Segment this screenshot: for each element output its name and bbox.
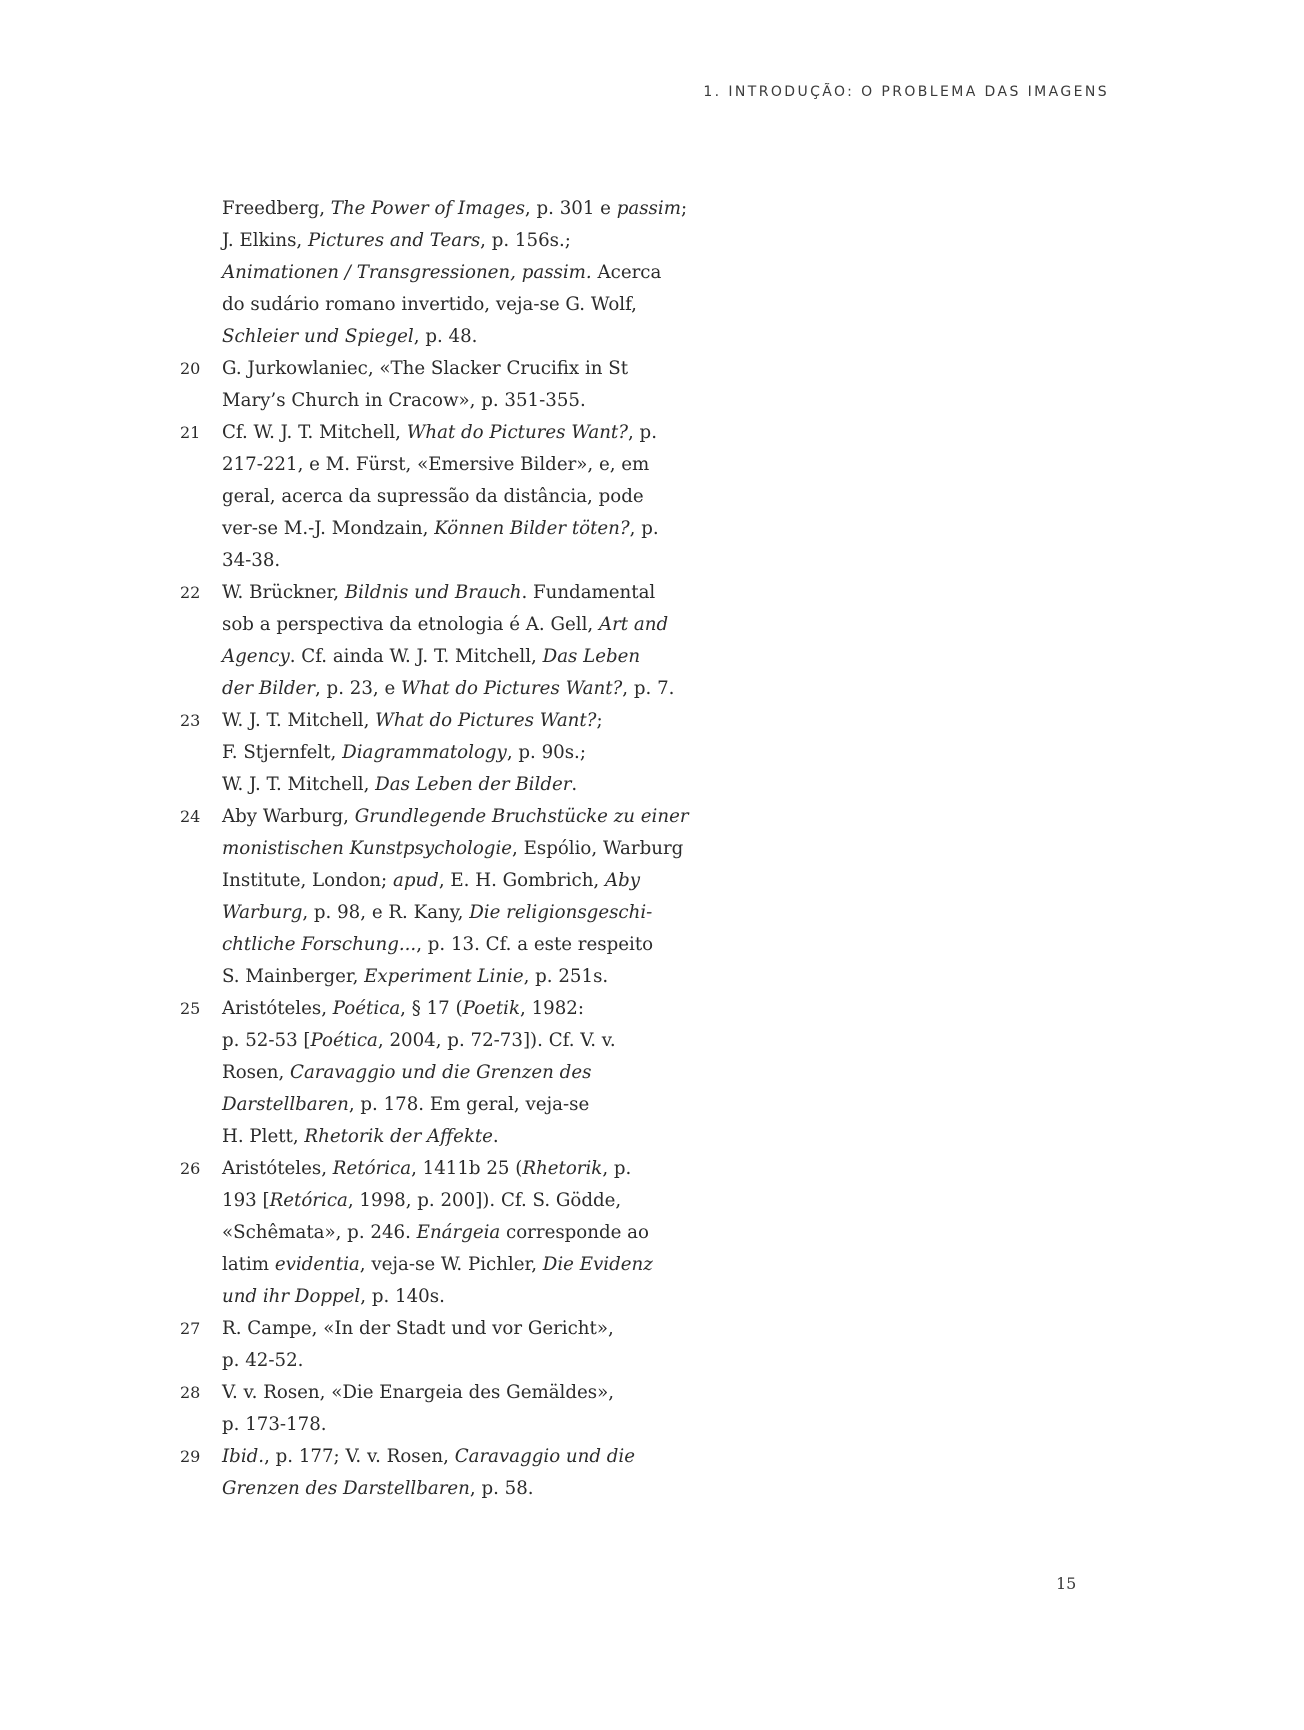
- footnote-line: [222, 353, 640, 385]
- footnote-line: [222, 193, 688, 225]
- footnote: [180, 1377, 640, 1441]
- text-run: .: [492, 1126, 499, 1147]
- text-run: J. Elkins,: [222, 230, 308, 251]
- italic-title: Grundlegende Bruchstücke zu einer: [354, 806, 689, 827]
- italic-title: Grenzen des Darstellbaren: [222, 1478, 470, 1499]
- footnote-line: [222, 385, 640, 417]
- text-run: W. Brückner,: [222, 582, 345, 603]
- footnote-line: [222, 801, 689, 833]
- footnote-line: [222, 1409, 640, 1441]
- footnote-line: [222, 609, 669, 641]
- footnote-line: [222, 1345, 640, 1377]
- italic-title: Schleier und Spiegel: [222, 326, 414, 347]
- text-run: , p. 13. Cf. a este respeito: [416, 934, 654, 955]
- text-run: p. 42-52.: [222, 1350, 304, 1371]
- footnote-number: 29: [180, 1447, 201, 1466]
- italic-title: Ibid.: [222, 1446, 265, 1467]
- text-run: , Espólio, Warburg: [512, 838, 684, 859]
- italic-title: Poetik: [462, 998, 521, 1019]
- italic-title: Die Evidenz: [542, 1254, 653, 1275]
- text-run: 193 [: [222, 1190, 270, 1211]
- footnote-number: 27: [180, 1319, 201, 1338]
- italic-title: Pictures and Tears: [307, 230, 481, 251]
- text-run: do sudário romano invertido, veja-se G. Wolf,: [222, 294, 637, 315]
- italic-title: What do Pictures Want?: [401, 678, 623, 699]
- footnote: [180, 1313, 640, 1377]
- text-run: , p. 178. Em geral, veja-se: [348, 1094, 590, 1115]
- footnote-line: [222, 833, 684, 865]
- text-run: , p.: [602, 1158, 632, 1179]
- text-run: , p. 98, e R. Kany,: [302, 902, 470, 923]
- footnote: [180, 1441, 640, 1505]
- footnote: [180, 193, 688, 353]
- text-run: F. Stjernfelt,: [222, 742, 343, 763]
- footnote-line: [222, 513, 659, 545]
- italic-title: Retórica: [332, 1158, 412, 1179]
- text-run: , veja-se W. Pichler,: [359, 1254, 543, 1275]
- footnote-line: [222, 897, 653, 929]
- italic-title: monistischen Kunstpsychologie: [222, 838, 513, 859]
- text-run: Aby Warburg,: [222, 806, 355, 827]
- text-run: W. J. T. Mitchell,: [222, 710, 376, 731]
- italic-title: Poética: [332, 998, 401, 1019]
- footnote: [180, 577, 675, 705]
- footnote-number: 24: [180, 807, 201, 826]
- italic-title: Caravaggio und die: [454, 1446, 636, 1467]
- footnote-line: [222, 641, 640, 673]
- footnote: [180, 705, 640, 801]
- italic-title: What do Pictures Want?: [406, 422, 628, 443]
- footnote: [180, 993, 640, 1153]
- italic-title: Enárgeia: [416, 1222, 501, 1243]
- text-run: , p. 7.: [622, 678, 675, 699]
- text-run: 34-38.: [222, 550, 281, 571]
- footnote-number: 21: [180, 423, 201, 442]
- text-run: Freedberg,: [222, 198, 331, 219]
- italic-title: Animationen / Transgressionen, passim.: [222, 262, 592, 283]
- text-run: geral, acerca da supressão da distância, pode: [222, 486, 644, 507]
- text-run: corresponde ao: [500, 1222, 649, 1243]
- footnote-line: [222, 257, 662, 289]
- text-run: . Cf. ainda W. J. T. Mitchell,: [289, 646, 543, 667]
- footnote-line: [222, 865, 640, 897]
- text-run: Rosen,: [222, 1062, 291, 1083]
- text-run: , p. 48.: [413, 326, 478, 347]
- footnote-number: 28: [180, 1383, 201, 1402]
- footnotes-column: [180, 193, 689, 1505]
- italic-title: Rhetorik: [522, 1158, 603, 1179]
- footnote-line: [222, 1249, 653, 1281]
- text-run: , 1998, p. 200]). Cf. S. Gödde,: [347, 1190, 622, 1211]
- footnote-line: [222, 929, 654, 961]
- italic-title: Experiment Linie: [364, 966, 524, 987]
- text-run: sob a perspectiva da etnologia é A. Gell,: [222, 614, 599, 635]
- italic-title: evidentia: [274, 1254, 360, 1275]
- text-run: , p. 23, e: [314, 678, 402, 699]
- italic-title: Retórica: [269, 1190, 348, 1211]
- footnote: [180, 1153, 653, 1313]
- footnote-line: [222, 1281, 640, 1313]
- italic-title: Können Bilder töten?: [434, 518, 630, 539]
- text-run: 217-221, e M. Fürst, «Emersive Bilder», e, em: [222, 454, 650, 475]
- italic-title: Bildnis und Brauch: [344, 582, 522, 603]
- footnote-line: [222, 481, 644, 513]
- footnote-line: [222, 1313, 640, 1345]
- text-run: , p. 251s.: [523, 966, 609, 987]
- footnote-line: [222, 417, 657, 449]
- running-head: 1. INTRODUÇÃO: O PROBLEMA DAS IMAGENS: [703, 84, 1109, 100]
- text-run: H. Plett,: [222, 1126, 305, 1147]
- footnote: [180, 417, 659, 577]
- text-run: , p. 58.: [469, 1478, 534, 1499]
- text-run: Cf. W. J. T. Mitchell,: [222, 422, 407, 443]
- text-run: Mary’s Church in Cracow», p. 351-355.: [222, 390, 586, 411]
- footnote-line: [222, 1057, 640, 1089]
- footnote: [180, 801, 689, 993]
- italic-title: Diagrammatology: [342, 742, 507, 763]
- footnote-line: [222, 321, 640, 353]
- footnote-line: [222, 1217, 649, 1249]
- italic-title: Die religionsgeschi-: [469, 902, 653, 923]
- italic-title: apud: [392, 870, 439, 891]
- text-run: , 1411b 25 (: [411, 1158, 523, 1179]
- text-run: «Schêmata», p. 246.: [222, 1222, 417, 1243]
- footnote-line: [222, 961, 640, 993]
- text-run: , § 17 (: [400, 998, 463, 1019]
- italic-title: What do Pictures Want?: [375, 710, 597, 731]
- italic-title: Darstellbaren: [222, 1094, 349, 1115]
- page-number: 15: [1056, 1574, 1077, 1593]
- text-run: , p. 301 e: [524, 198, 617, 219]
- footnote-line: [222, 705, 640, 737]
- text-run: p. 52-53 [: [222, 1030, 311, 1051]
- text-run: S. Mainberger,: [222, 966, 365, 987]
- text-run: , 1982:: [520, 998, 584, 1019]
- text-run: , 2004, p. 72-73]). Cf. V. v.: [377, 1030, 616, 1051]
- italic-title: und ihr Doppel: [222, 1286, 361, 1307]
- footnote: [180, 353, 640, 417]
- italic-title: Art and: [598, 614, 669, 635]
- italic-title: Poética: [310, 1030, 378, 1051]
- text-run: Institute, London;: [222, 870, 393, 891]
- italic-title: Das Leben: [542, 646, 641, 667]
- footnote-line: [222, 1441, 640, 1473]
- footnote-line: [222, 225, 640, 257]
- footnote-number: 20: [180, 359, 201, 378]
- text-run: ;: [596, 710, 603, 731]
- footnote-line: [222, 545, 640, 577]
- footnote-line: [222, 289, 640, 321]
- footnote-line: [222, 449, 650, 481]
- footnote-line: [222, 993, 640, 1025]
- italic-title: chtliche Forschung...: [222, 934, 417, 955]
- text-run: R. Campe, «In der Stadt und vor Gericht»,: [222, 1318, 614, 1339]
- text-run: Aristóteles,: [222, 1158, 333, 1179]
- italic-title: Rhetorik der Affekte: [304, 1126, 493, 1147]
- footnote-line: [222, 769, 640, 801]
- footnote-number: 26: [180, 1159, 201, 1178]
- italic-title: der Bilder: [222, 678, 315, 699]
- footnote-line: [222, 1185, 640, 1217]
- text-run: , p. 140s.: [360, 1286, 445, 1307]
- text-run: ver-se M.-J. Mondzain,: [222, 518, 435, 539]
- text-run: , E. H. Gombrich,: [438, 870, 605, 891]
- italic-title: Warburg: [222, 902, 303, 923]
- footnote-line: [222, 1473, 640, 1505]
- text-run: ;: [680, 198, 688, 219]
- footnote-number: 23: [180, 711, 201, 730]
- text-run: Aristóteles,: [222, 998, 333, 1019]
- italic-title: Agency: [222, 646, 290, 667]
- text-run: , p. 90s.;: [506, 742, 586, 763]
- text-run: V. v. Rosen, «Die Enargeia des Gemäldes»,: [222, 1382, 615, 1403]
- footnote-line: [222, 1089, 640, 1121]
- text-run: latim: [222, 1254, 275, 1275]
- footnote-number: 22: [180, 583, 201, 602]
- text-run: p. 173-178.: [222, 1414, 327, 1435]
- text-run: , p.: [627, 422, 657, 443]
- italic-title: passim: [616, 198, 681, 219]
- italic-title: Aby: [605, 870, 641, 891]
- text-run: , p. 177; V. v. Rosen,: [264, 1446, 455, 1467]
- italic-title: Das Leben der Bilder: [375, 774, 572, 795]
- text-run: . Fundamental: [521, 582, 656, 603]
- text-run: G. Jurkowlaniec, «The Slacker Crucifix in St: [222, 358, 629, 379]
- text-run: W. J. T. Mitchell,: [222, 774, 376, 795]
- footnote-number: 25: [180, 999, 201, 1018]
- footnote-line: [222, 577, 656, 609]
- text-run: , p. 156s.;: [480, 230, 571, 251]
- footnote-line: [222, 1121, 640, 1153]
- footnote-line: [222, 1025, 640, 1057]
- footnote-line: [222, 1377, 640, 1409]
- text-run: .: [571, 774, 578, 795]
- footnote-line: [222, 737, 640, 769]
- italic-title: Caravaggio und die Grenzen des: [290, 1062, 592, 1083]
- footnote-line: [222, 673, 675, 705]
- footnote-line: [222, 1153, 640, 1185]
- text-run: Acerca: [591, 262, 662, 283]
- text-run: , p.: [629, 518, 659, 539]
- italic-title: The Power of Images: [330, 198, 525, 219]
